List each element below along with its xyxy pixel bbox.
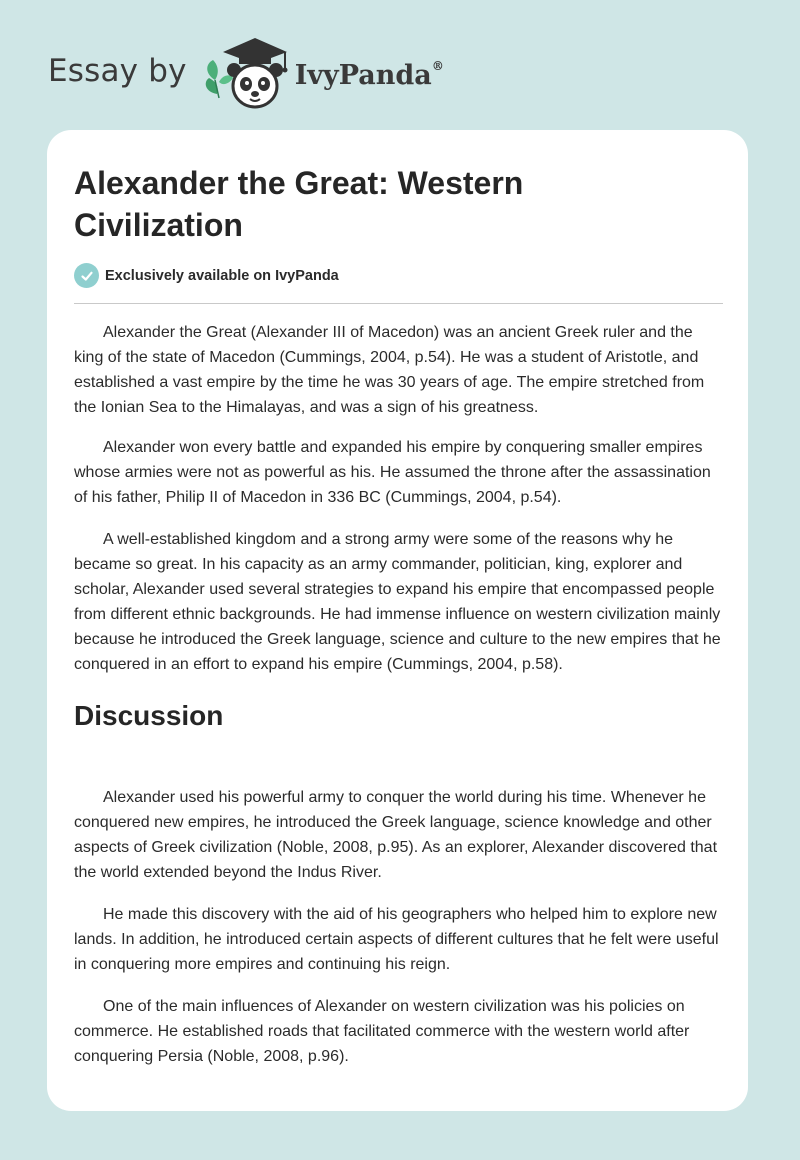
essay-by-label: Essay by	[48, 53, 187, 89]
brand-text: IvyPanda	[294, 59, 432, 91]
exclusive-badge	[74, 263, 339, 288]
section-heading: Discussion	[74, 700, 224, 731]
paragraph: A well-established kingdom and a strong army were some of the reasons why he became so great. In his capacity as an army commander, politician, king, explorer and scholar, Alexander used several strategies to expand his empire that encompassed people from different ethnic backgrounds. He had immense influence on western civilization mainly because he introduced the Greek language, science and culture to the new empires that he conquered in an effort to expand his empire (Cummings, 2004, p.58).	[74, 531, 721, 673]
panda-graduate-logo[interactable]	[201, 34, 293, 114]
site-header	[48, 34, 444, 114]
brand-name[interactable]	[295, 60, 444, 91]
paragraph: Alexander used his powerful army to conquer the world during his time. Whenever he conquered new empires, he introduced the Greek language, science knowledge and other aspects of Greek civilization (Noble, 2008, p.95). As an explorer, Alexander discovered that the world extended beyond the Indus River.	[74, 789, 718, 881]
divider	[74, 303, 723, 304]
essay-card	[47, 130, 748, 1111]
paragraph: He made this discovery with the aid of his geographers who helped him to explore new lands. In addition, he introduced certain aspects of different cultures that he felt were useful in conquering more empires and continuing his reign.	[74, 906, 719, 973]
paragraph: One of the main influences of Alexander on western civilization was his policies on commerce. He established roads that facilitated commerce with the western world after conquering Persia (Noble, 2008, p.96).	[74, 998, 690, 1065]
check-icon	[74, 263, 99, 288]
exclusive-label: Exclusively available on IvyPanda	[105, 267, 339, 284]
registered-mark: ®	[431, 58, 444, 73]
page-title: Alexander the Great: Western Civilization	[74, 165, 524, 243]
paragraph: Alexander won every battle and expanded his empire by conquering smaller empires whose armies were not as powerful as his. He assumed the throne after the assassination of his father, Philip II of Macedon in 336 BC (Cummings, 2004, p.54).	[74, 439, 711, 506]
paragraph: Alexander the Great (Alexander III of Macedon) was an ancient Greek ruler and the king of the state of Macedon (Cummings, 2004, p.54). He was a student of Aristotle, and established a vast empire by the time he was 30 years of age. The empire stretched from the Ionian Sea to the Himalayas, and was a sign of his greatness.	[74, 324, 705, 416]
essay-body	[74, 320, 723, 1084]
